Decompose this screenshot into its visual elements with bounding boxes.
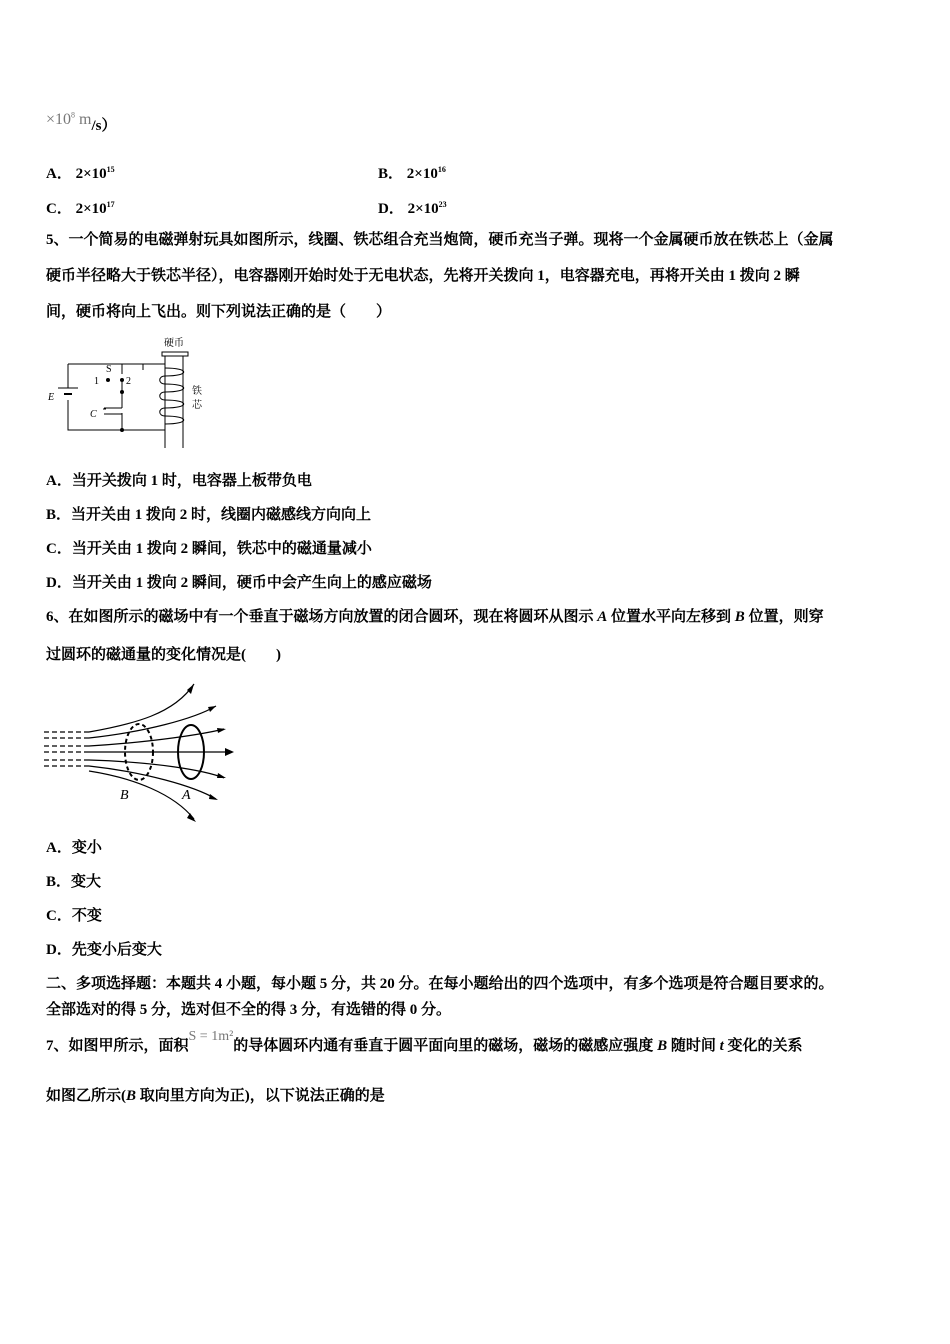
area-formula: S = 1m² [188,1029,234,1044]
q5-text-line: 间，硬币将向上飞出。则下列说法正确的是（ ） [46,304,392,320]
q5-option-c[interactable]: C．当开关由 1 拨向 2 瞬间，铁芯中的磁通量减小 [46,541,372,557]
q4-option-c[interactable]: C． $2\times 10^{17}$ [46,200,115,217]
q5-text-line: 硬币半径略大于铁芯半径），电容器刚开始时处于无电状态，先将开关拨向 1，电容器充电，再将开关由 1 拨向 2 瞬 [46,268,800,284]
q6-option-a[interactable]: A．变小 [46,840,102,856]
svg-text:B: B [120,788,129,803]
q7-text-line: 7、如图甲所示，面积S = 1m²的导体圆环内通有垂直于圆平面向里的磁场，磁场的磁感应强度 B 随时间 t 变化的关系 [46,1029,803,1054]
q6-option-d[interactable]: D．先变小后变大 [46,942,162,958]
q5-option-a[interactable]: A．当开关拨向 1 时，电容器上板带负电 [46,473,312,489]
svg-text:铁: 铁 [192,386,202,397]
svg-text:E: E [48,392,55,403]
svg-text:芯: 芯 [192,400,202,411]
svg-text:C: C [90,409,97,420]
magnetic-field-figure [44,674,239,829]
section-heading: 全部选对的得 5 分，选对但不全的得 3 分，有选错的得 0 分。 [46,1002,452,1018]
section-heading: 二、多项选择题：本题共 4 小题，每小题 5 分，共 20 分。在每小题给出的四个选项中，有多个选项是符合题目要求的。 [46,976,834,992]
svg-text:A: A [182,788,191,803]
q7-text-line: 如图乙所示(B 取向里方向为正)，以下说法正确的是 [46,1088,385,1104]
q6-text-line: 6、在如图所示的磁场中有一个垂直于磁场方向放置的闭合圆环，现在将圆环从图示 A 位置水平向左移到 B 位置，则穿 [46,609,824,625]
q4-unit-tail: $\times 10^8$ m/s） [46,111,117,135]
svg-text:1: 1 [94,376,99,387]
speed-formula: $\times 10^8$ m [46,111,92,129]
q5-option-b[interactable]: B．当开关由 1 拨向 2 时，线圈内磁感线方向向上 [46,507,372,523]
svg-text:硬币: 硬币 [164,338,184,349]
q4-option-a[interactable]: A． $2\times 10^{15}$ [46,165,115,182]
svg-text:2: 2 [126,376,131,387]
q4-option-b[interactable]: B． $2\times 10^{16}$ [378,165,446,182]
svg-text:S: S [106,364,112,375]
q4-option-d[interactable]: D． $2\times 10^{23}$ [378,200,447,217]
q5-text-line: 5、一个简易的电磁弹射玩具如图所示，线圈、铁芯组合充当炮筒，硬币充当子弹。现将一个金属硬币放在铁芯上（金属 [46,232,834,248]
q6-option-b[interactable]: B．变大 [46,874,102,890]
q6-option-c[interactable]: C．不变 [46,908,102,924]
q6-text-line: 过圆环的磁通量的变化情况是( ) [46,647,281,663]
circuit-figure [40,330,240,450]
q5-option-d[interactable]: D．当开关由 1 拨向 2 瞬间，硬币中会产生向上的感应磁场 [46,575,432,591]
